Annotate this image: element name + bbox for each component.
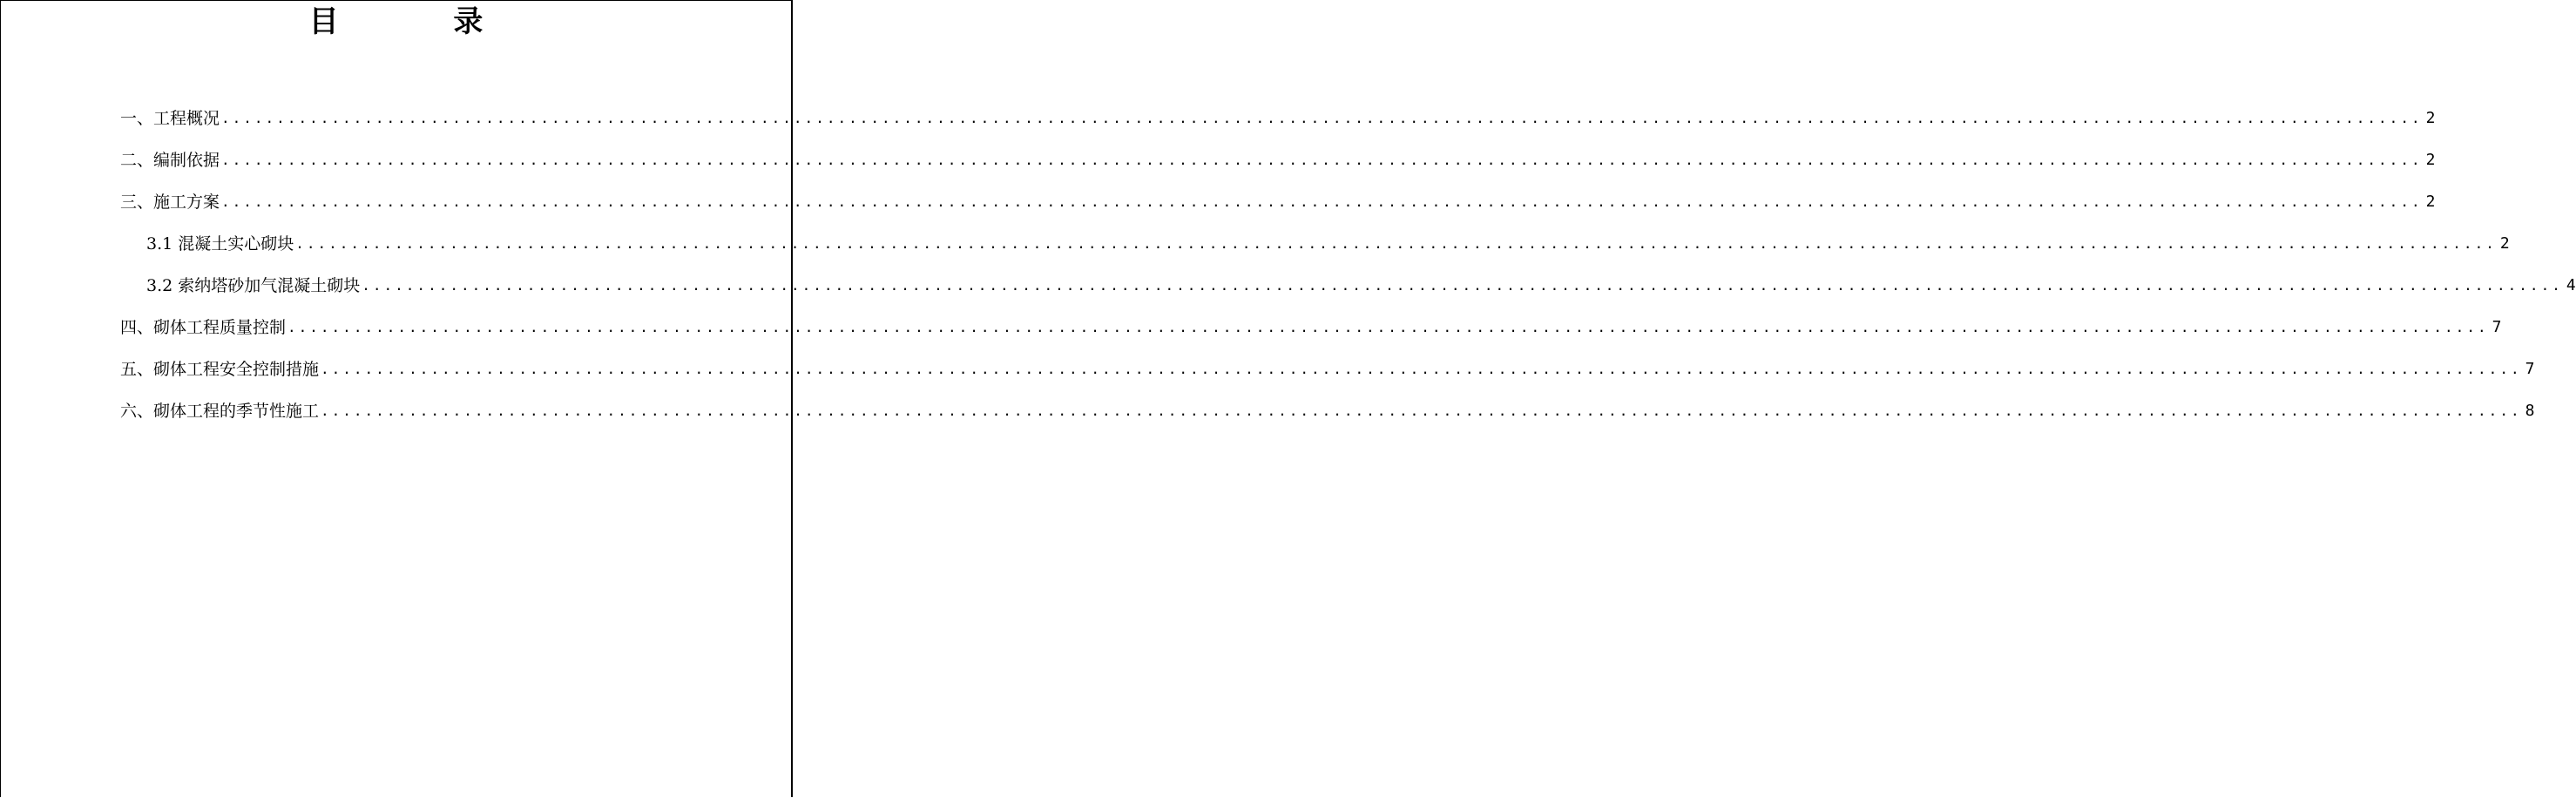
toc-dot-leader: ........................................................................................................................................................................................................	[287, 319, 2489, 335]
table-of-contents	[120, 88, 2576, 423]
toc-entry-title: 一、工程概况	[120, 109, 220, 128]
toc-page-number: 2	[2499, 234, 2510, 253]
toc-dot-leader: ........................................................................................................................................................................................................	[221, 152, 2423, 168]
toc-entry-title: 三、施工方案	[120, 193, 220, 212]
toc-page-number: 8	[2525, 402, 2535, 420]
toc-entry-title: 3.2 索纳塔砂加气混凝土砌块	[146, 276, 361, 295]
toc-entry-title: 六、砌体工程的季节性施工	[120, 402, 320, 421]
toc-entry[interactable]	[120, 255, 2576, 297]
toc-entry[interactable]	[120, 130, 2436, 172]
toc-dot-leader: ........................................................................................................................................................................................................	[321, 361, 2522, 377]
toc-entry[interactable]	[120, 88, 2436, 130]
toc-entry[interactable]	[120, 381, 2535, 423]
toc-entry-title: 四、砌体工程质量控制	[120, 318, 287, 337]
page-title: 目 录	[308, 4, 536, 39]
toc-entry-title: 3.1 混凝土实心砌块	[146, 234, 294, 254]
toc-dot-leader: ........................................................................................................................................................................................................	[221, 193, 2423, 210]
toc-dot-leader: ........................................................................................................................................................................................................	[221, 110, 2423, 126]
toc-dot-leader: ........................................................................................................................................................................................................	[321, 402, 2522, 419]
toc-page-number: 2	[2425, 151, 2436, 169]
toc-entry[interactable]	[120, 339, 2535, 381]
toc-page-number: 7	[2491, 318, 2502, 336]
toc-entry-title: 二、编制依据	[120, 151, 220, 170]
toc-dot-leader: ........................................................................................................................................................................................................	[295, 235, 2497, 252]
toc-page-number: 4	[2566, 276, 2576, 294]
toc-page-number: 2	[2425, 109, 2436, 127]
toc-page-number: 2	[2425, 193, 2436, 211]
toc-entry[interactable]	[120, 172, 2436, 213]
toc-entry-title: 五、砌体工程安全控制措施	[120, 360, 320, 379]
toc-entry[interactable]	[120, 297, 2502, 339]
toc-dot-leader: ........................................................................................................................................................................................................	[362, 277, 2563, 294]
toc-entry[interactable]	[120, 213, 2510, 255]
toc-page-number: 7	[2525, 360, 2535, 378]
